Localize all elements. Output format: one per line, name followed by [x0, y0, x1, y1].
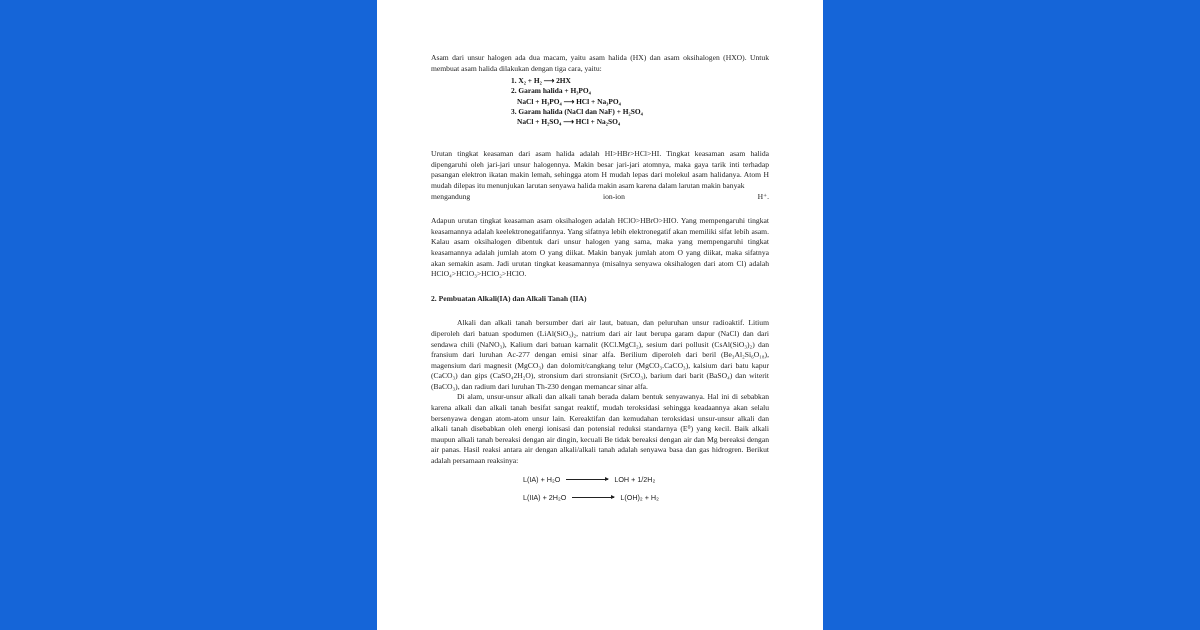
equation-3-reaction: NaCl + H₂SO₄ ⟶ HCl + Na₂SO₄: [517, 117, 621, 126]
equation-2-reaction: NaCl + H₃PO₄ ⟶ HCl + Na₃PO₄: [517, 96, 621, 106]
paragraph-oxyhalogen-acidity: Adapun urutan tingkat keasaman asam oksihalogen adalah HClO>HBrO>HIO. Yang mempengaruhi tingkat keasamannya adalah keelektronegatifannya. Yang sifatnya lebih elektronegatif akan memiliki sifat lebih asam. Kalau asam oksihalogen dibentuk dari unsur halogen yang sama, maka yang mempengaruhi tingkat keasamannya adalah jumlah atom O yang diikat. Makin banyak jumlah atom O yang diikat, maka sifatnya akan semakin asam. Jadi urutan tingkat keasamannya (misalnya senyawa oksihalogen dari atom Cl) adalah HClO₄>HClO₃>HClO₂>HClO.: [431, 216, 769, 279]
equation-1: 1. X₂ + H₂ ⟶ 2HX: [511, 76, 571, 86]
arrow-icon: [572, 497, 614, 498]
section-heading: 2. Pembuatan Alkali(IA) dan Alkali Tanah (IIA): [431, 293, 587, 303]
arrow-icon: [566, 479, 608, 480]
reaction-2-reactants: L(IIA) + 2H₂O: [523, 492, 567, 502]
reaction-1-products: LOH + 1/2H₂: [614, 474, 656, 484]
paragraph-alkali-sources: Alkali dan alkali tanah bersumber dari air laut, batuan, dan peluruhan unsur radioaktif. Litium diperoleh dari batuan spodumen (LiAl(SiO₃)₂, natrium dari air laut berupa garam dapur (NaCl) dan dari sendawa chili (NaNO₃), Kalium dari batuan karnalit (KCl.MgCl₂), sesium dari pollusit (CsAl(SiO₃)₂) dan fransium dari luruhan Ac-277 dengan emisi sinar alfa. Berilium diperoleh dari beril (Be₃Al₂Si₆O₁₈), magensium dari magnesit (MgCO₃) dan dolomit/cangkang telur (MgCO₃.CaCO₃), kalsium dari batu kapur (CaCO₃) dan gips (CaSO₄2H₂O), stronsium dari stronsianit (SrCO₃), barium dari barit (BaSO₄) dan witerit (BaCO₃), dan radium dari luruhan Th-230 dengan memancar sinar alfa.: [431, 318, 769, 391]
reaction-2: [523, 489, 769, 507]
reaction-1-reactants: L(IA) + H₂O: [523, 474, 561, 484]
equation-2: 2. Garam halida + H₃PO₄: [511, 86, 591, 96]
reaction-2-products: L(OH)₂ + H₂: [620, 492, 659, 502]
text-fragment: H⁺.: [757, 191, 769, 201]
equation-list: [511, 76, 769, 127]
text-fragment: mengandung: [431, 191, 471, 201]
paragraph-halide-acidity: Urutan tingkat keasaman dari asam halida adalah HI>HBr>HCl>HI. Tingkat keasaman asam halida dipengaruhi oleh jari-jari unsur halogennya. Makin besar jari-jari atomnya, maka gaya tarik inti terhadap pasangan elektron ikatan makin lemah, sehingga atom H mudah lepas dari molekul asam halidanya. Atom H mudah dilepas itu menunjukan larutan senyawa halida makin asam karena dalam larutan makin banyak: [431, 149, 769, 190]
paragraph-halogen-acids: Asam dari unsur halogen ada dua macam, yaitu asam halida (HX) dan asam oksihalogen (HXO). Untuk membuat asam halida dilakukan dengan tiga cara, yaitu:: [431, 53, 769, 73]
reaction-equations: [523, 471, 769, 507]
equation-3: 3. Garam halida (NaCl dan NaF) + H₂SO₄: [511, 106, 643, 116]
document-page: [377, 0, 823, 630]
document-content: [431, 53, 769, 507]
paragraph-alkali-reactivity: Di alam, unsur-unsur alkali dan alkali tanah berada dalam bentuk senyawanya. Hal ini di sebabkan karena alkali dan alkali tanah besifat sangat reaktif, mudah teroksidasi sehingga keadaannya akan selalu bersenyawa dengan atom-atom unsur lain. Kereaktifan dan kemudahan teroksidasi unsur-unsur alkali dan alkali tanah disebabkan oleh energi ionisasi dan potensial reduksi standarnya (E⁰) yang kecil. Baik alkali maupun alkali tanah bereaksi dengan air dingin, kecuali Be tidak bereaksi dengan air dan Mg bereaksi dengan air panas. Hasil reaksi antara air dengan alkali/alkali tanah adalah senyawa basa dan gas hidrogren. Berikut adalah persamaan reaksinya:: [431, 392, 769, 466]
text-fragment: ion-ion: [602, 191, 625, 201]
paragraph-halide-acidity-end: [431, 192, 769, 203]
reaction-1: [523, 471, 769, 489]
